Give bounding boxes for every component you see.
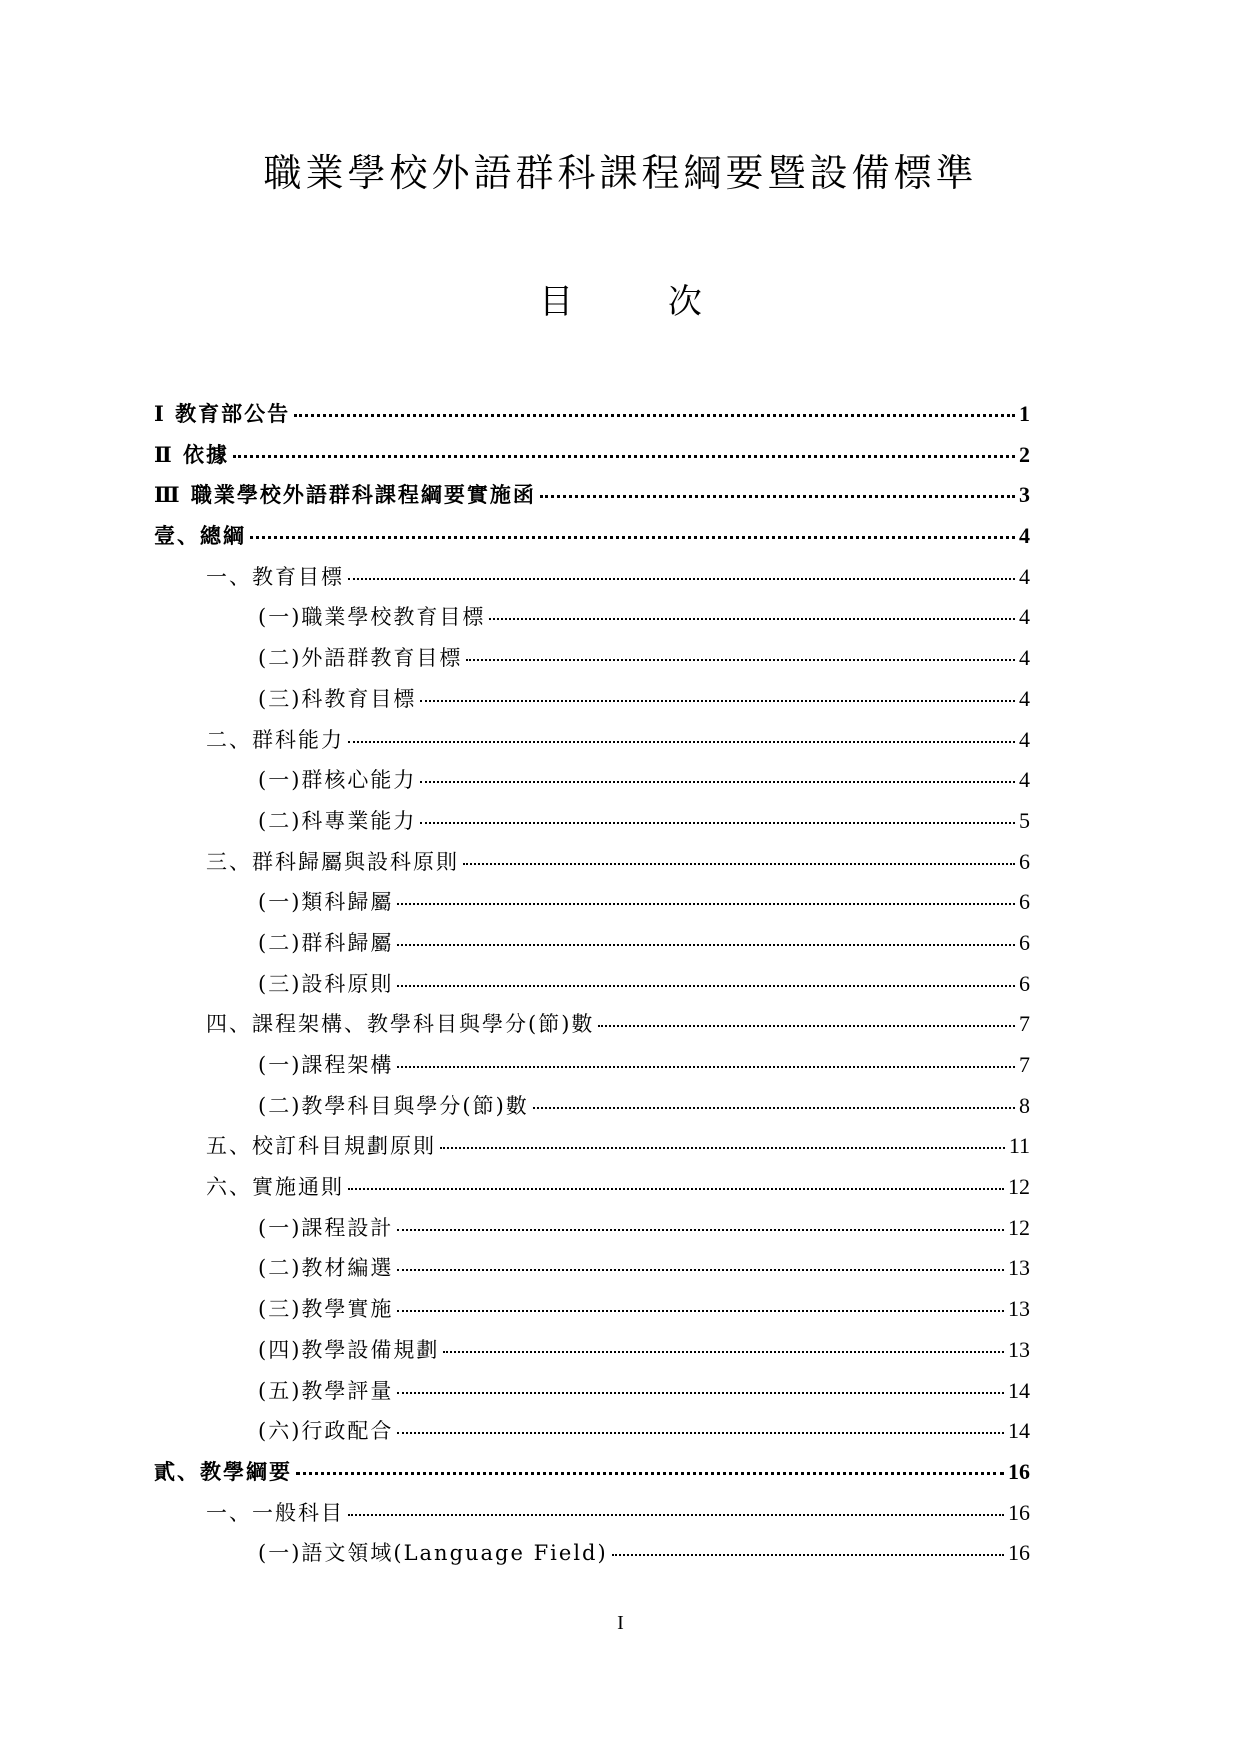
toc-entry-page: 16: [1008, 1458, 1030, 1484]
toc-entry-label: (一)課程架構: [258, 1053, 394, 1077]
toc-dot-leader: [397, 1066, 1015, 1068]
toc-entry-label: (二)教材編選: [258, 1256, 394, 1281]
toc-entry-page: 4: [1019, 563, 1030, 589]
toc-dot-leader: [348, 578, 1015, 580]
toc-entry-page: 12: [1008, 1174, 1030, 1200]
toc-entry[interactable]: [148, 1456, 1030, 1497]
toc-entry[interactable]: [148, 1008, 1030, 1049]
toc-dot-leader: [489, 618, 1015, 620]
toc-entry-label: (三)教學實施: [258, 1297, 394, 1322]
toc-entry[interactable]: [148, 683, 1030, 724]
toc-entry-label: Ⅱ 依據: [154, 441, 230, 467]
toc-dot-leader: [397, 903, 1015, 905]
toc-entry[interactable]: [148, 927, 1030, 968]
toc-entry[interactable]: [148, 601, 1030, 642]
toc-dot-leader: [420, 822, 1015, 824]
toc-entry[interactable]: [148, 1090, 1030, 1131]
toc-entry-page: 6: [1019, 970, 1030, 996]
toc-entry-label: (四)教學設備規劃: [258, 1337, 440, 1362]
toc-entry-label: (二)教學科目與學分(節)數: [258, 1093, 529, 1118]
toc-dot-leader: [397, 1432, 1004, 1434]
toc-entry-page: 16: [1008, 1540, 1030, 1566]
toc-entry-page: 4: [1019, 726, 1030, 752]
toc-entry-page: 1: [1019, 401, 1030, 426]
toc-entry-page: 4: [1019, 767, 1030, 793]
toc-dot-leader: [296, 1472, 1004, 1475]
toc-dot-leader: [420, 700, 1015, 702]
toc-entry-label: (一)職業學校教育目標: [258, 605, 486, 630]
toc-entry-label: 五、校訂科目規劃原則: [206, 1134, 436, 1159]
toc-entry[interactable]: [148, 1497, 1030, 1538]
toc-dot-leader: [440, 1147, 1005, 1149]
toc-entry[interactable]: [148, 1375, 1030, 1416]
toc-entry-page: 16: [1008, 1499, 1030, 1525]
toc-entry-label: (二)科專業能力: [258, 808, 417, 833]
toc-entry[interactable]: [148, 968, 1030, 1009]
toc-dot-leader: [397, 1310, 1004, 1312]
toc-dot-leader: [348, 1188, 1004, 1190]
toc-entry-page: 4: [1019, 645, 1030, 671]
toc-dot-leader: [397, 1392, 1004, 1394]
toc-dot-leader: [233, 455, 1015, 458]
toc-entry-page: 13: [1008, 1336, 1030, 1362]
toc-entry[interactable]: [148, 805, 1030, 846]
toc-entry-page: 11: [1008, 1133, 1030, 1159]
toc-entry[interactable]: [148, 764, 1030, 805]
toc-entry-label: 壹、總綱: [154, 523, 246, 549]
toc-entry-label: (二)群科歸屬: [258, 930, 394, 955]
toc-entry-label: (一)課程設計: [258, 1215, 394, 1240]
toc-entry-label: 二、群科能力: [206, 727, 344, 752]
toc-dot-leader: [348, 1514, 1004, 1516]
toc-entry-page: 7: [1019, 1052, 1030, 1077]
toc-entry-page: 8: [1019, 1092, 1030, 1118]
toc-entry-label: 四、課程架構、教學科目與學分(節)數: [206, 1012, 595, 1037]
toc-entry-label: 六、實施通則: [206, 1175, 344, 1200]
toc-dot-leader: [397, 1269, 1004, 1271]
toc-entry[interactable]: [148, 1252, 1030, 1293]
toc-entry[interactable]: [148, 846, 1030, 887]
toc-entry[interactable]: [148, 439, 1030, 480]
toc-entry-page: 13: [1008, 1255, 1030, 1281]
toc-heading-char-2: 次: [667, 282, 702, 322]
toc-entry-page: 6: [1019, 848, 1030, 874]
toc-entry-label: 三、群科歸屬與設科原則: [206, 849, 459, 874]
table-of-contents: [148, 398, 1030, 1578]
toc-entry-page: 7: [1019, 1011, 1030, 1037]
toc-entry-label: (五)教學評量: [258, 1378, 394, 1403]
toc-entry-label: 一、一般科目: [206, 1500, 344, 1525]
toc-dot-leader: [420, 781, 1015, 783]
toc-entry-page: 14: [1008, 1418, 1030, 1444]
toc-entry[interactable]: [148, 398, 1030, 439]
toc-dot-leader: [466, 659, 1015, 661]
toc-dot-leader: [612, 1554, 1004, 1556]
toc-entry-label: 貳、教學綱要: [154, 1458, 292, 1484]
toc-entry[interactable]: [148, 1537, 1030, 1578]
toc-entry-page: 14: [1008, 1377, 1030, 1403]
toc-dot-leader: [540, 495, 1015, 498]
toc-entry-page: 13: [1008, 1296, 1030, 1322]
toc-entry[interactable]: [148, 1415, 1030, 1456]
toc-dot-leader: [250, 536, 1015, 539]
document-title: 職業學校外語群科課程綱要暨設備標準: [263, 151, 978, 195]
toc-entry-page: 3: [1019, 482, 1030, 508]
toc-entry[interactable]: [148, 1293, 1030, 1334]
toc-entry-page: 4: [1019, 604, 1030, 630]
toc-entry-page: 4: [1019, 685, 1030, 711]
toc-dot-leader: [463, 863, 1015, 865]
toc-entry-label: (二)外語群教育目標: [258, 646, 463, 671]
toc-dot-leader: [348, 741, 1015, 743]
toc-dot-leader: [533, 1107, 1015, 1109]
toc-dot-leader: [397, 1229, 1004, 1231]
toc-entry[interactable]: [148, 561, 1030, 602]
toc-entry-label: (一)群核心能力: [258, 768, 417, 793]
toc-dot-leader: [598, 1025, 1015, 1027]
toc-dot-leader: [397, 944, 1015, 946]
toc-entry-page: 5: [1019, 807, 1030, 833]
toc-entry[interactable]: [148, 642, 1030, 683]
toc-entry[interactable]: [148, 724, 1030, 765]
toc-entry-label: Ⅰ 教育部公告: [154, 401, 291, 426]
toc-entry-page: 6: [1019, 929, 1030, 955]
toc-entry-label: (三)設科原則: [258, 971, 394, 996]
toc-entry-page: 6: [1019, 889, 1030, 915]
toc-dot-leader: [294, 414, 1015, 417]
toc-heading: [0, 280, 1241, 324]
toc-entry-page: 4: [1019, 523, 1030, 549]
toc-entry-page: 2: [1019, 441, 1030, 467]
toc-entry-label: 一、教育目標: [206, 564, 344, 589]
toc-entry[interactable]: [148, 520, 1030, 561]
toc-dot-leader: [443, 1351, 1004, 1353]
toc-entry[interactable]: [148, 1334, 1030, 1375]
page-number: I: [617, 1612, 624, 1634]
toc-entry-label: (一)類科歸屬: [258, 890, 394, 915]
toc-entry[interactable]: [148, 479, 1030, 520]
toc-entry[interactable]: [148, 886, 1030, 927]
toc-entry-label: (三)科教育目標: [258, 686, 417, 711]
toc-entry[interactable]: [148, 1130, 1030, 1171]
toc-entry-label: (一)語文領域(Language Field): [258, 1541, 608, 1566]
toc-entry-label: Ⅲ 職業學校外語群科課程綱要實施函: [154, 482, 536, 508]
toc-entry[interactable]: [148, 1049, 1030, 1090]
toc-heading-char-1: 目: [539, 282, 574, 322]
toc-entry-page: 12: [1008, 1214, 1030, 1240]
toc-entry-label: (六)行政配合: [258, 1419, 394, 1444]
toc-entry[interactable]: [148, 1212, 1030, 1253]
toc-dot-leader: [397, 985, 1015, 987]
toc-entry[interactable]: [148, 1171, 1030, 1212]
